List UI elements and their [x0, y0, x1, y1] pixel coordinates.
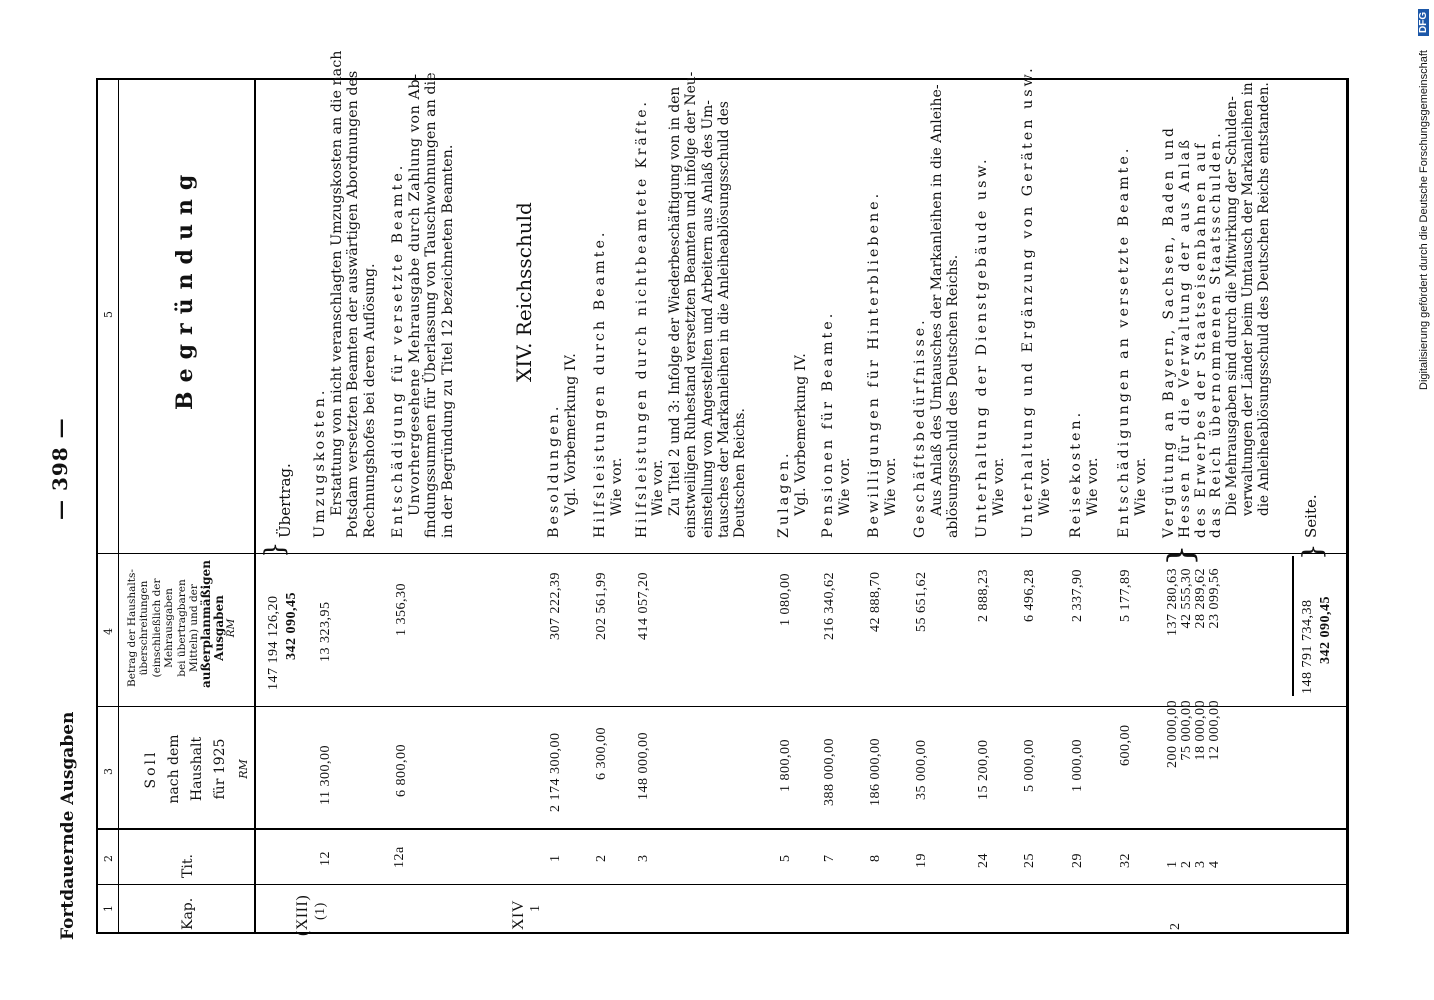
entry-title: Bewilligungen für Hinterbliebene.: [866, 190, 882, 538]
header-betrag-line: Ausgaben: [211, 595, 226, 661]
sum-rule: [1292, 556, 1294, 696]
entry-text: einstweiligen Ruhestand versetzten Beamten und infolge der Neu-: [683, 71, 700, 538]
soll-cells: [1166, 700, 1222, 808]
kap-cell: (XIII): [294, 894, 311, 936]
tit-cells: [1166, 861, 1222, 869]
colnum-5: 5: [102, 311, 115, 318]
betrag-cell: 13 323,95: [318, 601, 333, 662]
soll-cell: 15 200,00: [976, 739, 991, 800]
soll-cell: 600,00: [1118, 724, 1133, 766]
soll-cell: 6 300,00: [594, 727, 609, 780]
entry-text: Wie vor.: [837, 457, 853, 516]
tit-cell: 2: [594, 854, 609, 862]
total-amount-bold: 342 090,45: [1318, 596, 1333, 664]
tit-cell: 12a: [392, 846, 407, 868]
kap-cell-sub: 1: [528, 904, 543, 912]
begruendung-cell: [974, 156, 1008, 538]
soll-cell: 148 000,00: [636, 732, 651, 800]
kap-cell: 2: [1168, 922, 1183, 930]
tit-cell: 19: [914, 853, 929, 868]
group-brace: }: [1161, 544, 1201, 566]
entry-title: Entschädigungen an versetzte Beamte.: [1116, 145, 1132, 538]
soll-cell: 6 800,00: [394, 744, 409, 797]
entry-text: ablösungsschuld des Deutschen Reichs.: [945, 254, 961, 538]
tit-cell: 1: [548, 854, 563, 862]
entry-text: tausches der Markanleihen in die Anleiheablösungsschuld des: [716, 101, 733, 538]
tit-cell: 32: [1118, 853, 1133, 868]
soll-cell: 12 000,00: [1207, 700, 1222, 761]
col-number-rule: [118, 78, 119, 934]
entry-text: Aus Anlaß des Umtausches der Markanleihen in die Anleihe-: [928, 84, 945, 516]
entry-text: Wie vor.: [609, 457, 625, 516]
entry-text: die Anleiheablösungsschuld des Deutschen Reichs entstanden.: [1255, 82, 1272, 516]
soll-cell: 5 000,00: [1022, 739, 1037, 792]
begruendung-cell: [390, 72, 456, 538]
entry-text: Vgl. Vorbemerkung IV.: [563, 353, 579, 516]
tit-cell: 5: [778, 854, 793, 862]
entry-text: Erstattung von nicht veranschlagten Umzugskosten an die nach: [328, 50, 345, 516]
entry-title: Vergütung an Bayern, Sachsen, Baden und: [1161, 125, 1177, 538]
entry-title: Zulagen.: [776, 450, 792, 538]
entry-title: Unterhaltung und Ergänzung von Geräten usw.: [1020, 65, 1036, 538]
betrag-cell: 42 888,70: [868, 571, 883, 632]
soll-cell: 200 000,00: [1165, 700, 1180, 768]
begruendung-cell: [912, 84, 962, 538]
soll-cell: 186 000,00: [868, 738, 883, 806]
betrag-cell: 23 099,56: [1207, 568, 1222, 629]
entry-title: Pensionen für Beamte.: [820, 310, 836, 538]
betrag-cell: 2 888,23: [976, 569, 991, 622]
header-begruendung: Begründung: [172, 165, 198, 410]
entry-title: Geschäftsbedürfnisse.: [912, 317, 928, 538]
header-soll: [140, 732, 255, 806]
begruendung-cell: [634, 72, 749, 538]
soll-cell: 75 000,00: [1179, 700, 1194, 761]
colnum-4: 4: [102, 628, 115, 635]
entry-text: Wie vor.: [1133, 457, 1149, 516]
entry-title: Umzugskosten.: [312, 387, 328, 538]
header-kap: Kap.: [180, 897, 196, 930]
begruendung-cell: [776, 353, 810, 538]
soll-cell: 388 000,00: [822, 738, 837, 806]
colnum-2: 2: [102, 855, 115, 862]
begruendung-cell: [312, 51, 378, 538]
entry-text: in der Begründung zu Titel 12 bezeichneten Beamten.: [439, 144, 456, 538]
header-soll-unit: RM: [237, 759, 250, 779]
betrag-cell: 6 496,28: [1022, 569, 1037, 622]
soll-cell: 18 000,00: [1193, 700, 1208, 761]
betrag-cells: [1166, 568, 1222, 680]
entry-text: Die Mehrausgaben sind durch die Mitwirkung der Schulden-: [1224, 96, 1241, 516]
entry-text: Vgl. Vorbemerkung IV.: [793, 353, 809, 516]
betrag-cell: 2 337,90: [1070, 569, 1085, 622]
entry-title: Hilfsleistungen durch nichtbeamtete Kräfte.: [634, 99, 650, 538]
tit-cell: 25: [1022, 853, 1037, 868]
tit-cell: 7: [822, 854, 837, 862]
entry-text: Unvorhergesehene Mehrausgabe durch Zahlung von Ab-: [406, 73, 423, 516]
tit-cell: 3: [636, 854, 651, 862]
header-betrag-line: überschreitungen: [138, 580, 151, 676]
begruendung-cell: [1068, 410, 1102, 538]
betrag-cell: 28 289,62: [1193, 568, 1208, 629]
kap-cell: XIV: [510, 900, 527, 930]
header-betrag-line: Betrag der Haushalts-: [126, 569, 138, 687]
entry-title: Reisekosten.: [1068, 409, 1084, 538]
tit-cell: 2: [1179, 860, 1194, 868]
entry-text: Deutschen Reichs.: [732, 408, 749, 538]
begruendung-cell: [1116, 146, 1150, 538]
header-soll-line: Haushalt: [189, 736, 205, 802]
carry-brace: }: [260, 541, 290, 558]
table-bottom-rule: [96, 932, 1348, 934]
entry-title: Unterhaltung der Dienstgebäude usw.: [974, 156, 990, 538]
header-betrag-line: (einschließlich der: [150, 578, 163, 678]
page-number: — 398 —: [48, 417, 72, 520]
betrag-cell: 202 561,99: [594, 572, 609, 640]
kap-cell-sub: (1): [313, 902, 328, 920]
betrag-cell: 5 177,89: [1118, 569, 1133, 622]
tit-cell: 24: [976, 853, 991, 868]
total-label: Seite.: [1302, 494, 1320, 538]
section-heading: XIV. Reichsschuld: [512, 202, 536, 382]
begruendung-cell: [1162, 82, 1273, 538]
header-soll-line: Soll: [143, 749, 159, 789]
header-tit: Tit.: [180, 854, 196, 878]
soll-cell: 1 800,00: [778, 739, 793, 792]
running-head: Fortdauernde Ausgaben: [58, 711, 78, 940]
entry-title: Hilfsleistungen durch Beamte.: [592, 229, 608, 538]
entry-text: des Erwerbes der Staatseisenbahnen auf: [1192, 140, 1209, 538]
digitization-note: Digitalisierung gefördert durch die Deutsche Forschungsgemeinschaft: [1418, 50, 1430, 390]
table-left-rule: [96, 78, 98, 934]
entry-text: Wie vor.: [1085, 457, 1101, 516]
begruendung-cell: [820, 311, 854, 538]
entry-text: das Reich übernommenen Staatsschulden.: [1208, 130, 1225, 538]
entry-title: Entschädigung für versetzte Beamte.: [390, 162, 406, 538]
header-betrag-unit: RM: [225, 618, 238, 638]
entry-text: einstellung von Angestellten und Arbeitern aus Anlaß des Um-: [699, 100, 716, 538]
col-divider-1: [96, 884, 1348, 885]
betrag-cell: 1 356,30: [394, 583, 409, 636]
entry-text: Wie vor.: [883, 457, 899, 516]
betrag-cell: 55 651,62: [914, 571, 929, 632]
header-betrag-line: Mehrausgaben: [163, 588, 176, 668]
col-divider-3: [96, 706, 1348, 707]
betrag-cell: 42 555,30: [1179, 568, 1194, 629]
colnum-3: 3: [102, 768, 115, 775]
begruendung-cell: [866, 191, 900, 538]
colnum-1: 1: [102, 905, 115, 912]
tit-cell: 1: [1165, 860, 1180, 868]
carry-amount: 147 194 126,20: [266, 595, 281, 690]
soll-cell: 11 300,00: [318, 745, 333, 805]
header-soll-line: nach dem: [166, 734, 182, 804]
entry-text: Wie vor.: [1037, 457, 1053, 516]
header-betrag-line: bei übertragbaren: [175, 579, 188, 677]
entry-text: Hessen für die Verwaltung der aus Anlaß: [1176, 136, 1193, 538]
entry-text: Wie vor.: [650, 459, 667, 516]
begruendung-cell: [546, 353, 580, 538]
begruendung-cell: [1020, 65, 1054, 538]
total-amount: 148 791 734,38: [1300, 599, 1315, 694]
betrag-cell: 137 280,63: [1165, 568, 1180, 636]
betrag-cell: 216 340,62: [822, 572, 837, 640]
header-betrag-line: Mitteln) und der: [188, 584, 201, 672]
dfg-badge: DFG: [1418, 9, 1429, 36]
betrag-cell: 307 222,39: [548, 572, 563, 640]
tit-cell: 29: [1070, 853, 1085, 868]
entry-text: Potsdam versetzten Beamten der auswärtigen Abordnungen des: [345, 70, 361, 538]
header-betrag: [126, 560, 238, 688]
tit-cell: 12: [318, 851, 333, 866]
entry-title: Besoldungen.: [546, 403, 562, 538]
tit-cell: 8: [868, 854, 883, 862]
soll-cell: 2 174 300,00: [548, 732, 563, 812]
entry-text: Rechnungshofes bei deren Auflösung.: [361, 263, 378, 538]
begruendung-cell: [592, 230, 626, 538]
entry-text: Zu Titel 2 und 3: Infolge der Wiederbeschäftigung von in den: [666, 86, 683, 516]
betrag-cell: 414 057,20: [636, 572, 651, 640]
carry-label: Übertrag.: [276, 463, 294, 538]
soll-cell: 1 000,00: [1070, 739, 1085, 792]
entry-text: verwaltungen der Länder beim Umtausch der Markanleihen in: [1239, 82, 1256, 516]
soll-cell: 35 000,00: [914, 739, 929, 800]
entry-text: findungssummen für Überlassung von Tauschwohnungen an die: [423, 72, 439, 538]
entry-text: Wie vor.: [991, 457, 1007, 516]
header-soll-line: für 1925: [212, 738, 228, 800]
col-divider-2: [96, 828, 1348, 830]
tit-cell: 3: [1193, 860, 1208, 868]
total-brace: }: [1298, 543, 1328, 560]
table-right-rule: [1346, 78, 1349, 934]
carry-amount-bold: 342 090,45: [284, 592, 299, 660]
betrag-cell: 1 080,00: [778, 573, 793, 626]
tit-cell: 4: [1207, 860, 1222, 868]
header-betrag-line: außerplanmäßigen: [199, 560, 214, 688]
